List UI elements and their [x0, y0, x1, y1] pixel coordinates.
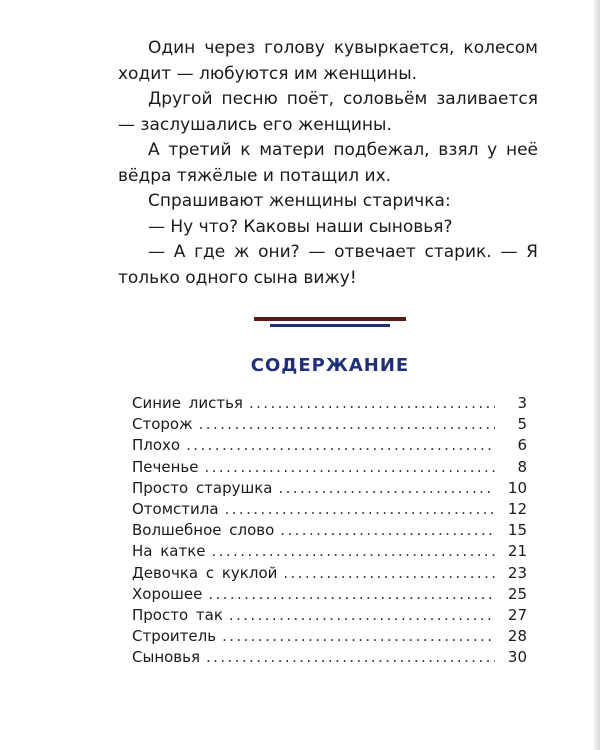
story-paragraph: А третий к матери подбежал, взял у неё вёдра тяжёлые и потащил их. — [118, 140, 538, 186]
divider-line-bottom — [270, 324, 390, 327]
story-paragraph: — Ну что? Каковы наши сыновья? — [148, 216, 453, 237]
toc-entry[interactable] — [132, 605, 527, 626]
story-paragraph: Один через голову кувыркается, колесом ходит — любуются им женщины. — [118, 38, 538, 84]
table-of-contents — [132, 393, 527, 668]
dot-leader — [212, 541, 495, 562]
story-paragraph: Другой песню поёт, соловьём заливается — заслушались его женщины. — [118, 89, 538, 135]
toc-entry-title: Печенье — [132, 457, 199, 476]
dot-leader — [229, 605, 495, 626]
toc-entry-title: Девочка с куклой — [132, 563, 278, 582]
divider-line-top — [254, 317, 406, 321]
toc-entry[interactable] — [132, 563, 527, 584]
toc-entry-title: Сторож — [132, 415, 193, 434]
dot-leader — [208, 584, 495, 605]
dot-leader — [204, 457, 495, 478]
dot-leader — [278, 478, 495, 499]
toc-entry-page: 5 — [517, 415, 527, 434]
dot-leader — [186, 435, 495, 456]
page-edge-shadow — [594, 0, 600, 750]
toc-entry-page: 6 — [517, 436, 527, 455]
toc-entry-title: Хорошее — [132, 584, 203, 603]
toc-entry-title: Просто старушка — [132, 478, 273, 497]
dot-leader — [199, 414, 495, 435]
toc-entry-page: 21 — [507, 542, 527, 561]
dot-leader — [222, 626, 495, 647]
toc-entry-page: 27 — [507, 605, 527, 624]
story-paragraph: — А где ж они? — отвечает старик. — Я только одного сына вижу! — [118, 242, 538, 288]
toc-entry[interactable] — [132, 626, 527, 647]
toc-entry[interactable] — [132, 457, 527, 478]
toc-entry[interactable] — [132, 435, 527, 456]
toc-entry[interactable] — [132, 478, 527, 499]
toc-entry-title: На катке — [132, 542, 206, 561]
toc-entry-page: 25 — [507, 584, 527, 603]
toc-entry-title: Просто так — [132, 605, 223, 624]
dot-leader — [206, 647, 495, 668]
dot-leader — [283, 563, 495, 584]
toc-entry-title: Плохо — [132, 436, 181, 455]
story-paragraph: Спрашивают женщины старичка: — [148, 191, 451, 211]
toc-entry-page: 10 — [507, 478, 527, 497]
toc-entry-page: 30 — [507, 648, 527, 667]
toc-entry-page: 28 — [507, 627, 527, 646]
toc-entry[interactable] — [132, 414, 527, 435]
toc-entry[interactable] — [132, 647, 527, 668]
contents-title: СОДЕРЖАНИЕ — [250, 355, 410, 376]
toc-entry-page: 8 — [517, 457, 527, 476]
toc-entry-page: 15 — [507, 521, 527, 540]
toc-entry-page: 23 — [507, 563, 527, 582]
toc-entry-page: 12 — [507, 499, 527, 518]
dot-leader — [225, 499, 495, 520]
toc-entry[interactable] — [132, 499, 527, 520]
toc-entry-title: Волшебное слово — [132, 521, 275, 540]
toc-entry[interactable] — [132, 520, 527, 541]
toc-entry[interactable] — [132, 541, 527, 562]
toc-entry-title: Синие листья — [132, 394, 243, 412]
toc-entry-title: Строитель — [132, 627, 217, 646]
dot-leader — [249, 393, 495, 414]
toc-entry-title: Сыновья — [132, 648, 201, 667]
toc-entry[interactable] — [132, 393, 527, 414]
story-text — [118, 36, 538, 291]
toc-entry[interactable] — [132, 584, 527, 605]
toc-entry-title: Отомстила — [132, 499, 219, 518]
dot-leader — [280, 520, 495, 541]
toc-entry-page: 3 — [517, 394, 527, 412]
